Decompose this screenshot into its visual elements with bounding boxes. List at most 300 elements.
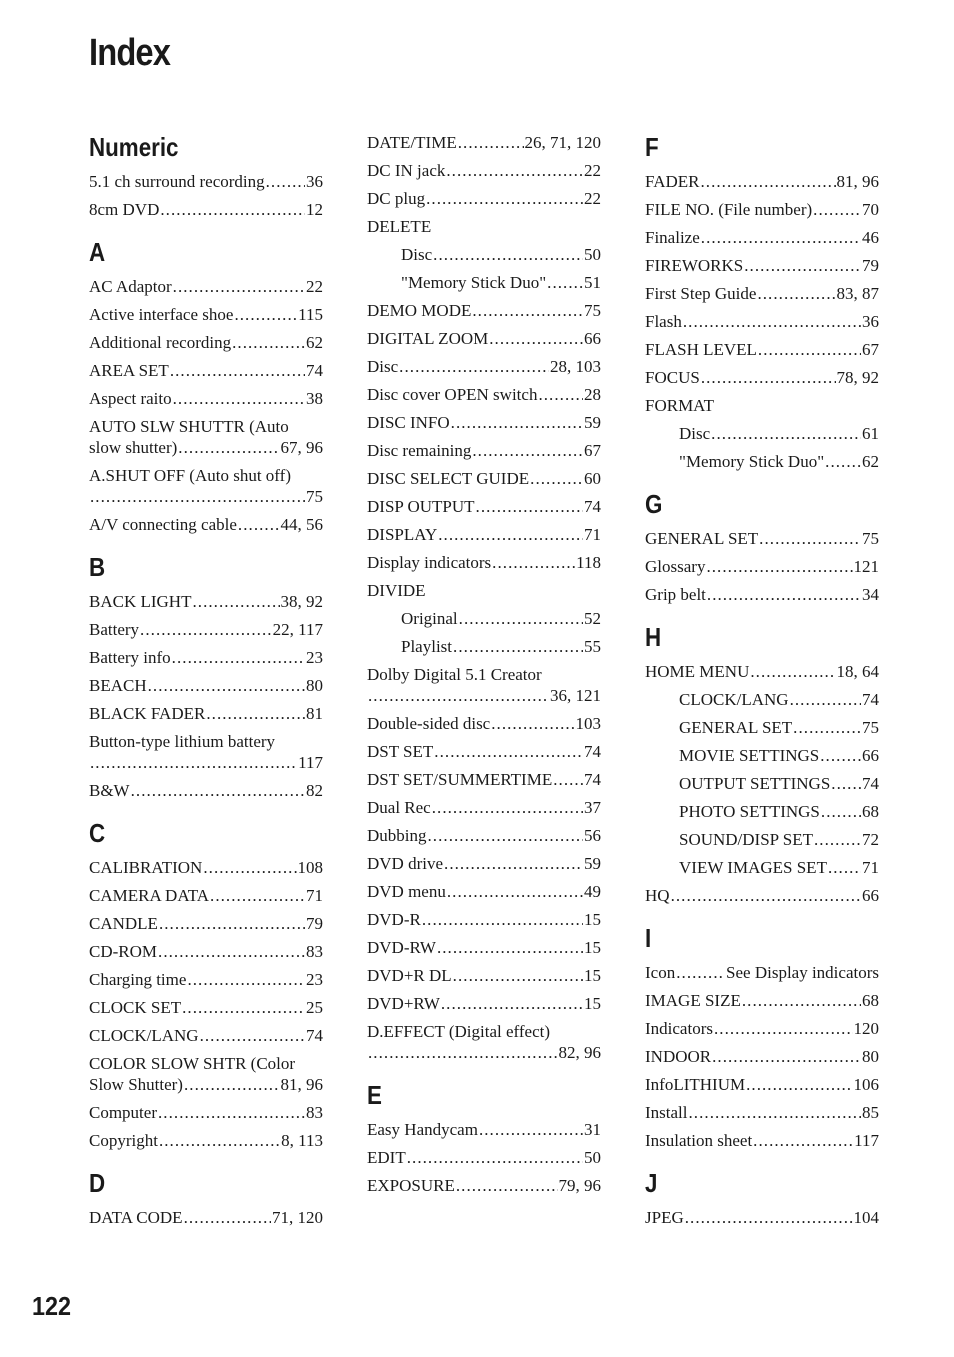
dot-leader bbox=[489, 328, 583, 349]
dot-leader bbox=[491, 713, 574, 734]
entry-term: JPEG bbox=[645, 1208, 684, 1227]
dot-leader bbox=[820, 745, 861, 766]
entry-term: GENERAL SET bbox=[679, 718, 793, 737]
dot-leader bbox=[178, 437, 279, 458]
entry-page-ref: 60 bbox=[584, 469, 601, 488]
entry-page-ref: 81, 96 bbox=[280, 1075, 323, 1094]
entry-row bbox=[645, 395, 879, 416]
dot-leader bbox=[492, 552, 575, 573]
section-heading: F bbox=[645, 132, 659, 162]
entry-term: Aspect raito bbox=[89, 389, 172, 408]
entry-term: Charging time bbox=[89, 970, 187, 989]
entry-term: GENERAL SET bbox=[645, 529, 759, 548]
dot-leader bbox=[753, 1130, 853, 1151]
entry-page-ref: 79 bbox=[862, 256, 879, 275]
entry-term: FILE NO. (File number) bbox=[645, 200, 813, 219]
index-entry bbox=[367, 324, 601, 352]
dot-leader bbox=[685, 1207, 853, 1228]
dot-leader bbox=[444, 853, 583, 874]
entry-term-line: AUTO SLW SHUTTR (Auto bbox=[89, 417, 289, 436]
index-entry bbox=[89, 671, 323, 699]
entry-term: AC Adaptor bbox=[89, 277, 172, 296]
entry-row bbox=[89, 486, 323, 507]
dot-leader bbox=[553, 769, 583, 790]
entry-term: DVD drive bbox=[367, 854, 444, 873]
entry-term: CLOCK SET bbox=[89, 998, 182, 1017]
entry-term: CALIBRATION bbox=[89, 858, 203, 877]
entry-term: Double-sided disc bbox=[367, 714, 491, 733]
index-entry bbox=[645, 657, 879, 685]
entry-term: DEMO MODE bbox=[367, 301, 472, 320]
entry-page-ref: 71, 120 bbox=[272, 1208, 323, 1227]
index-entry bbox=[367, 1115, 601, 1143]
entry-page-ref: 83 bbox=[306, 942, 323, 961]
dot-leader bbox=[538, 384, 583, 405]
entry-term: Insulation sheet bbox=[645, 1131, 753, 1150]
entry-page-ref: 12 bbox=[306, 200, 323, 219]
page-number: 122 bbox=[32, 1291, 72, 1321]
entry-row bbox=[89, 913, 323, 934]
entry-row bbox=[89, 997, 323, 1018]
page-title: Index bbox=[89, 32, 171, 74]
index-entry bbox=[367, 961, 601, 989]
index-entry bbox=[645, 825, 879, 853]
index-entry bbox=[89, 167, 323, 195]
entry-row bbox=[367, 328, 601, 349]
entry-row bbox=[645, 528, 879, 549]
index-section bbox=[89, 233, 323, 538]
entry-page-ref: 72 bbox=[862, 830, 879, 849]
entry-term: First Step Guide bbox=[645, 284, 757, 303]
dot-leader bbox=[90, 752, 297, 773]
entry-page-ref: 37 bbox=[584, 798, 601, 817]
entry-row bbox=[367, 384, 601, 405]
entry-term: OUTPUT SETTINGS bbox=[679, 774, 831, 793]
index-entry bbox=[645, 741, 879, 769]
entry-page-ref: 82 bbox=[306, 781, 323, 800]
dot-leader bbox=[701, 367, 836, 388]
dot-leader bbox=[90, 486, 305, 507]
dot-leader bbox=[711, 423, 861, 444]
entry-term: DVD+RW bbox=[367, 994, 440, 1013]
entry-row bbox=[367, 1147, 601, 1168]
entry-term: FOCUS bbox=[645, 368, 700, 387]
index-entry bbox=[89, 510, 323, 538]
entry-page-ref: 36 bbox=[306, 172, 323, 191]
entry-term: DISPLAY bbox=[367, 525, 438, 544]
entry-row bbox=[89, 1074, 323, 1095]
entry-term: DC plug bbox=[367, 189, 426, 208]
index-entry bbox=[645, 195, 879, 223]
index-entry bbox=[367, 660, 601, 709]
index-entry bbox=[645, 223, 879, 251]
entry-term: Copyright bbox=[89, 1131, 158, 1150]
index-entry bbox=[645, 552, 879, 580]
entry-row bbox=[367, 909, 601, 930]
entry-term: Dubbing bbox=[367, 826, 427, 845]
index-entry bbox=[645, 447, 879, 475]
entry-term: IMAGE SIZE bbox=[645, 991, 741, 1010]
entry-page-ref: 36 bbox=[862, 312, 879, 331]
entry-term: BEACH bbox=[89, 676, 147, 695]
index-entry bbox=[89, 909, 323, 937]
dot-leader bbox=[407, 1147, 583, 1168]
entry-term: CAMERA DATA bbox=[89, 886, 210, 905]
entry-page-ref: 66 bbox=[862, 746, 879, 765]
index-entry bbox=[89, 727, 323, 776]
entry-row bbox=[679, 745, 879, 766]
dot-leader bbox=[793, 717, 861, 738]
entry-term-line: D.EFFECT (Digital effect) bbox=[367, 1022, 551, 1041]
entry-page-ref: 67 bbox=[862, 340, 879, 359]
index-entry bbox=[645, 167, 879, 195]
entry-term: DVD-R bbox=[367, 910, 421, 929]
dot-leader bbox=[159, 913, 305, 934]
entry-term: Install bbox=[645, 1103, 688, 1122]
entry-term: B&W bbox=[89, 781, 130, 800]
dot-leader bbox=[159, 1130, 280, 1151]
entry-term: Disc bbox=[679, 424, 711, 443]
entry-row bbox=[645, 885, 879, 906]
entry-page-ref: 82, 96 bbox=[558, 1043, 601, 1062]
dot-leader bbox=[689, 1102, 862, 1123]
dot-leader bbox=[814, 829, 861, 850]
entry-term: Flash bbox=[645, 312, 682, 331]
index-section bbox=[645, 618, 879, 909]
entry-term: FLASH LEVEL bbox=[645, 340, 757, 359]
entry-page-ref: 108 bbox=[297, 858, 323, 877]
dot-leader bbox=[714, 1018, 853, 1039]
entry-page-ref: 15 bbox=[584, 994, 601, 1013]
index-entry bbox=[367, 380, 601, 408]
entry-row bbox=[89, 885, 323, 906]
entry-page-ref: 103 bbox=[575, 714, 601, 733]
entry-page-ref: 117 bbox=[298, 753, 323, 772]
entry-page-ref: 59 bbox=[584, 854, 601, 873]
entry-term: Active interface shoe bbox=[89, 305, 234, 324]
entry-page-ref: 106 bbox=[853, 1075, 879, 1094]
index-entry bbox=[367, 212, 601, 240]
index-entry bbox=[367, 492, 601, 520]
entry-page-ref: 8, 113 bbox=[281, 1131, 323, 1150]
entry-row bbox=[367, 713, 601, 734]
entry-row bbox=[679, 423, 879, 444]
dot-leader bbox=[757, 283, 835, 304]
entry-page-ref: 117 bbox=[854, 1131, 879, 1150]
dot-leader bbox=[203, 857, 296, 878]
entry-row bbox=[89, 1207, 323, 1228]
entry-row bbox=[367, 1042, 601, 1063]
index-section bbox=[645, 1164, 879, 1231]
entry-page-ref: 74 bbox=[584, 497, 601, 516]
dot-leader bbox=[192, 591, 279, 612]
entry-row bbox=[367, 440, 601, 461]
entry-row bbox=[89, 199, 323, 220]
dot-leader bbox=[158, 941, 305, 962]
index-entry bbox=[645, 1203, 879, 1231]
entry-row bbox=[89, 675, 323, 696]
entry-page-ref: 81 bbox=[306, 704, 323, 723]
dot-leader bbox=[707, 584, 861, 605]
entry-term: Glossary bbox=[645, 557, 706, 576]
entry-term: EDIT bbox=[367, 1148, 406, 1167]
dot-leader bbox=[453, 965, 583, 986]
section-heading: E bbox=[367, 1080, 382, 1110]
index-section bbox=[645, 485, 879, 608]
entry-row bbox=[679, 451, 879, 472]
entry-page-ref: 49 bbox=[584, 882, 601, 901]
entry-term: VIEW IMAGES SET bbox=[679, 858, 827, 877]
index-entry bbox=[89, 195, 323, 223]
index-entry bbox=[89, 328, 323, 356]
index-entry bbox=[645, 986, 879, 1014]
section-heading: G bbox=[645, 489, 663, 519]
entry-page-ref: 52 bbox=[584, 609, 601, 628]
entry-row bbox=[367, 216, 601, 237]
section-heading: J bbox=[645, 1168, 658, 1198]
entry-term: Disc remaining bbox=[367, 441, 472, 460]
entry-row bbox=[679, 829, 879, 850]
index-entry bbox=[645, 685, 879, 713]
index-section bbox=[645, 128, 879, 475]
entry-row bbox=[89, 969, 323, 990]
entry-page-ref: 104 bbox=[853, 1208, 879, 1227]
entry-row bbox=[367, 853, 601, 874]
entry-term: Icon bbox=[645, 963, 676, 982]
section-heading: A bbox=[89, 237, 106, 267]
index-entry bbox=[367, 709, 601, 737]
entry-page-ref: 51 bbox=[584, 273, 601, 292]
entry-page-ref: 80 bbox=[306, 676, 323, 695]
dot-leader bbox=[441, 993, 583, 1014]
entry-page-ref: 61 bbox=[862, 424, 879, 443]
index-entry bbox=[645, 1014, 879, 1042]
entry-row bbox=[89, 1025, 323, 1046]
entry-row bbox=[367, 132, 601, 153]
entry-row bbox=[89, 437, 323, 458]
index-entry bbox=[367, 408, 601, 436]
entry-page-ref: 75 bbox=[306, 487, 323, 506]
entry-page-ref: 50 bbox=[584, 1148, 601, 1167]
index-entry bbox=[645, 335, 879, 363]
entry-page-ref: 62 bbox=[862, 452, 879, 471]
entry-row bbox=[367, 468, 601, 489]
dot-leader bbox=[831, 773, 861, 794]
entry-term: Original bbox=[401, 609, 458, 628]
entry-row bbox=[89, 1130, 323, 1151]
entry-term: EXPOSURE bbox=[367, 1176, 455, 1195]
index-entry bbox=[645, 958, 879, 986]
entry-term: DISC INFO bbox=[367, 413, 450, 432]
index-entry bbox=[645, 580, 879, 608]
dot-leader bbox=[671, 885, 861, 906]
entry-term: DC IN jack bbox=[367, 161, 446, 180]
dot-leader bbox=[701, 227, 861, 248]
entry-term: Additional recording bbox=[89, 333, 232, 352]
dot-leader bbox=[187, 969, 305, 990]
index-entry bbox=[645, 1070, 879, 1098]
entry-term: BACK LIGHT bbox=[89, 592, 192, 611]
entry-page-ref: 46 bbox=[862, 228, 879, 247]
entry-page-ref: 85 bbox=[862, 1103, 879, 1122]
index-entry bbox=[89, 1126, 323, 1154]
entry-row bbox=[367, 524, 601, 545]
entry-row bbox=[645, 1102, 879, 1123]
index-entry bbox=[89, 587, 323, 615]
entry-row bbox=[645, 1046, 879, 1067]
entry-page-ref: 83, 87 bbox=[836, 284, 879, 303]
section-heading: I bbox=[645, 923, 652, 953]
entry-page-ref: 55 bbox=[584, 637, 601, 656]
entry-row bbox=[367, 965, 601, 986]
dot-leader bbox=[821, 801, 861, 822]
entry-row bbox=[645, 661, 879, 682]
index-section bbox=[645, 919, 879, 1154]
index-entry bbox=[89, 699, 323, 727]
dot-leader bbox=[472, 440, 583, 461]
entry-row bbox=[645, 255, 879, 276]
entry-row bbox=[89, 703, 323, 724]
entry-term: A/V connecting cable bbox=[89, 515, 237, 534]
entry-page-ref: 25 bbox=[306, 998, 323, 1017]
entry-row bbox=[645, 1018, 879, 1039]
dot-leader bbox=[530, 468, 583, 489]
entry-term: CANDLE bbox=[89, 914, 158, 933]
index-entry bbox=[367, 436, 601, 464]
entry-term: slow shutter) bbox=[89, 438, 178, 457]
entry-term: AREA SET bbox=[89, 361, 169, 380]
entry-term: 5.1 ch surround recording bbox=[89, 172, 265, 191]
entry-term: CD-ROM bbox=[89, 942, 158, 961]
index-entry bbox=[645, 881, 879, 909]
entry-term-line: Dolby Digital 5.1 Creator bbox=[367, 665, 542, 684]
index-section bbox=[89, 548, 323, 804]
entry-term: BLACK FADER bbox=[89, 704, 206, 723]
entry-page-ref: 31 bbox=[584, 1120, 601, 1139]
entry-page-ref: 79 bbox=[306, 914, 323, 933]
entry-page-ref: 75 bbox=[862, 529, 879, 548]
dot-leader bbox=[746, 1074, 852, 1095]
entry-page-ref: 28 bbox=[584, 385, 601, 404]
index-entry bbox=[645, 391, 879, 419]
entry-page-ref: 67, 96 bbox=[280, 438, 323, 457]
index-section bbox=[89, 814, 323, 1154]
entry-page-ref: 22 bbox=[584, 161, 601, 180]
entry-row bbox=[401, 244, 601, 265]
entry-row bbox=[89, 1102, 323, 1123]
entry-page-ref: 28, 103 bbox=[550, 357, 601, 376]
entry-page-ref: 74 bbox=[584, 742, 601, 761]
index-column-1 bbox=[89, 128, 323, 1231]
entry-page-ref: 22 bbox=[584, 189, 601, 208]
entry-term: FORMAT bbox=[645, 396, 714, 415]
entry-page-ref: 71 bbox=[584, 525, 601, 544]
dot-leader bbox=[683, 311, 861, 332]
entry-page-ref: 71 bbox=[862, 858, 879, 877]
entry-page-ref: 68 bbox=[862, 802, 879, 821]
entry-page-ref: 118 bbox=[576, 553, 601, 572]
dot-leader bbox=[828, 857, 861, 878]
entry-term-line: COLOR SLOW SHTR (Color bbox=[89, 1054, 296, 1073]
dot-leader bbox=[813, 199, 861, 220]
dot-leader bbox=[446, 160, 583, 181]
entry-row bbox=[645, 171, 879, 192]
index-column-2 bbox=[367, 128, 601, 1199]
entry-row bbox=[645, 1130, 879, 1151]
dot-leader bbox=[744, 255, 861, 276]
entry-term: INDOOR bbox=[645, 1047, 712, 1066]
dot-leader bbox=[234, 304, 297, 325]
dot-leader bbox=[472, 300, 583, 321]
entry-row bbox=[367, 825, 601, 846]
index-entry bbox=[367, 240, 601, 268]
entry-term: Grip belt bbox=[645, 585, 706, 604]
entry-page-ref: 38 bbox=[306, 389, 323, 408]
entry-term: DATA CODE bbox=[89, 1208, 183, 1227]
index-entry bbox=[367, 604, 601, 632]
dot-leader bbox=[433, 244, 583, 265]
dot-leader bbox=[238, 514, 280, 535]
index-entry bbox=[89, 615, 323, 643]
index-entry bbox=[645, 1098, 879, 1126]
dot-leader bbox=[148, 675, 305, 696]
entry-row bbox=[367, 797, 601, 818]
entry-row bbox=[89, 941, 323, 962]
dot-leader bbox=[426, 188, 583, 209]
index-entry bbox=[367, 156, 601, 184]
index-entry bbox=[367, 793, 601, 821]
entry-page-ref: 74 bbox=[584, 770, 601, 789]
entry-row bbox=[367, 580, 601, 601]
entry-term: InfoLITHIUM bbox=[645, 1075, 746, 1094]
dot-leader bbox=[182, 997, 305, 1018]
entry-term: FIREWORKS bbox=[645, 256, 744, 275]
entry-row bbox=[645, 227, 879, 248]
index-entry bbox=[89, 776, 323, 804]
entry-page-ref: 121 bbox=[853, 557, 879, 576]
entry-page-ref: 83 bbox=[306, 1103, 323, 1122]
index-entry bbox=[89, 461, 323, 510]
dot-leader bbox=[428, 825, 584, 846]
index-section bbox=[367, 1076, 601, 1199]
entry-term-line: A.SHUT OFF (Auto shut off) bbox=[89, 466, 291, 485]
entry-page-ref: 36, 121 bbox=[550, 686, 601, 705]
entry-page-ref: 15 bbox=[584, 966, 601, 985]
entry-page-ref: 78, 92 bbox=[836, 368, 879, 387]
index-entry bbox=[367, 1017, 601, 1066]
index-entry bbox=[367, 548, 601, 576]
entry-row bbox=[367, 300, 601, 321]
index-section bbox=[89, 128, 323, 223]
entry-row bbox=[645, 962, 879, 983]
dot-leader bbox=[160, 199, 305, 220]
index-entry bbox=[89, 1049, 323, 1098]
entry-row bbox=[367, 937, 601, 958]
entry-row bbox=[645, 990, 879, 1011]
dot-leader bbox=[447, 881, 583, 902]
index-entry bbox=[367, 989, 601, 1017]
index-entry bbox=[645, 279, 879, 307]
entry-term: DIGITAL ZOOM bbox=[367, 329, 489, 348]
entry-row bbox=[367, 188, 601, 209]
index-entry bbox=[645, 1126, 879, 1154]
entry-row bbox=[89, 276, 323, 297]
dot-leader bbox=[432, 797, 583, 818]
entry-page-ref: 44, 56 bbox=[280, 515, 323, 534]
entry-row bbox=[401, 636, 601, 657]
dot-leader bbox=[758, 339, 861, 360]
entry-row bbox=[367, 412, 601, 433]
